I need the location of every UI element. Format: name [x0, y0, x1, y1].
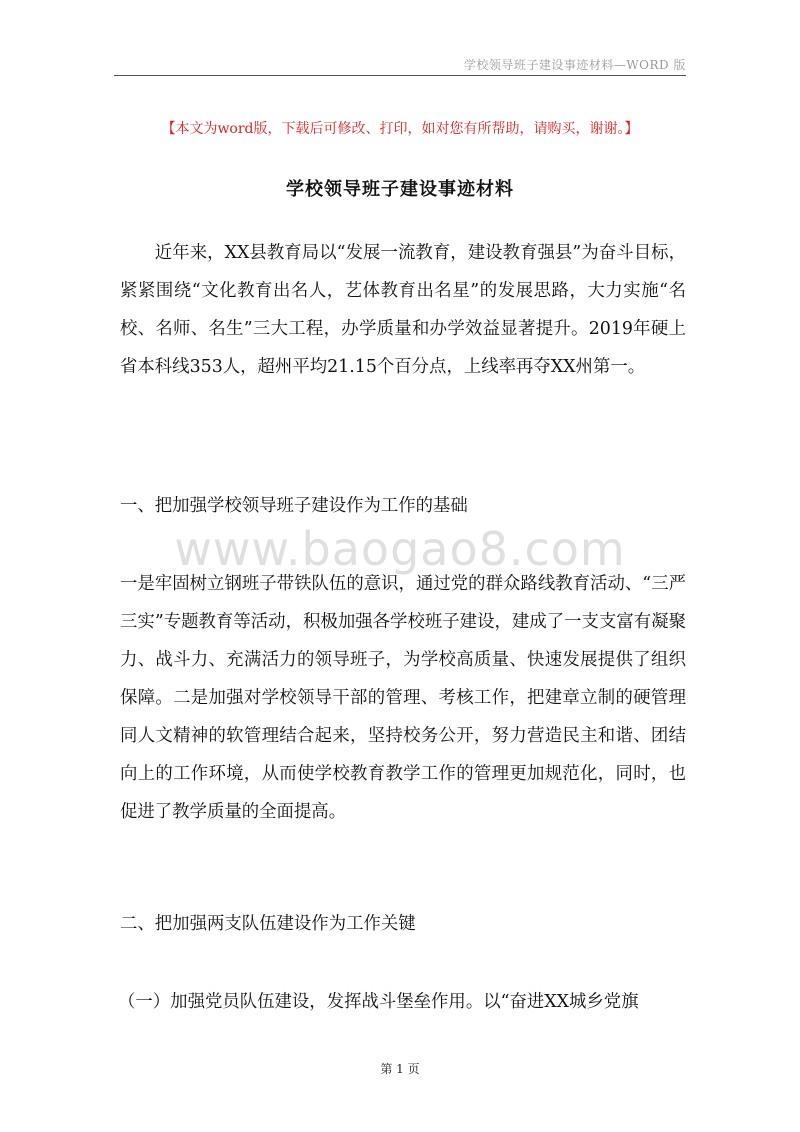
watermark: www.baogao8.com	[174, 522, 626, 576]
section-1-heading: 一、把加强学校领导班子建设作为工作的基础	[120, 496, 468, 516]
header-divider	[114, 75, 686, 76]
purchase-notice: 【本文为word版，下载后可修改、打印，如对您有所帮助，请购买，谢谢。】	[161, 121, 639, 137]
page-header-title: 学校领导班子建设事迹材料—WORD 版	[463, 58, 686, 72]
section-1-paragraph: 一是牢固树立钢班子带铁队伍的意识，通过党的群众路线教育活动、“三严三实”专题教育等活动，积极加强各学校班子建设，建成了一支支富有凝聚力、战斗力、充满活力的领导班子，为学校高质量、快速发展提供了组织保障。二是加强对学校领导干部的管理、考核工作，把建章立制的硬管理同人文精神的软管理结合起来，坚持校务公开，努力营造民主和谐、团结向上的工作环境，从而使学校教育教学工作的管理更加规范化，同时，也促进了教学质量的全面提高。	[120, 574, 686, 822]
page-number: 第 1 页	[380, 1062, 420, 1076]
intro-paragraph: 近年来，XX县教育局以“发展一流教育，建设教育强县”为奋斗目标，紧紧围绕“文化教育出名人，艺体教育出名星”的发展思路，大力实施“名校、名师、名生”三大工程，办学质量和办学效益显著提升。2019年硬上省本科线353人，超州平均21.15个百分点，上线率再夺XX州第一。	[120, 243, 686, 377]
section-2-heading: 二、把加强两支队伍建设作为工作关键	[120, 914, 416, 934]
document-title: 学校领导班子建设事迹材料	[286, 179, 514, 200]
section-2-paragraph: （一）加强党员队伍建设，发挥战斗堡垒作用。以“奋进XX城乡党旗	[118, 992, 639, 1012]
